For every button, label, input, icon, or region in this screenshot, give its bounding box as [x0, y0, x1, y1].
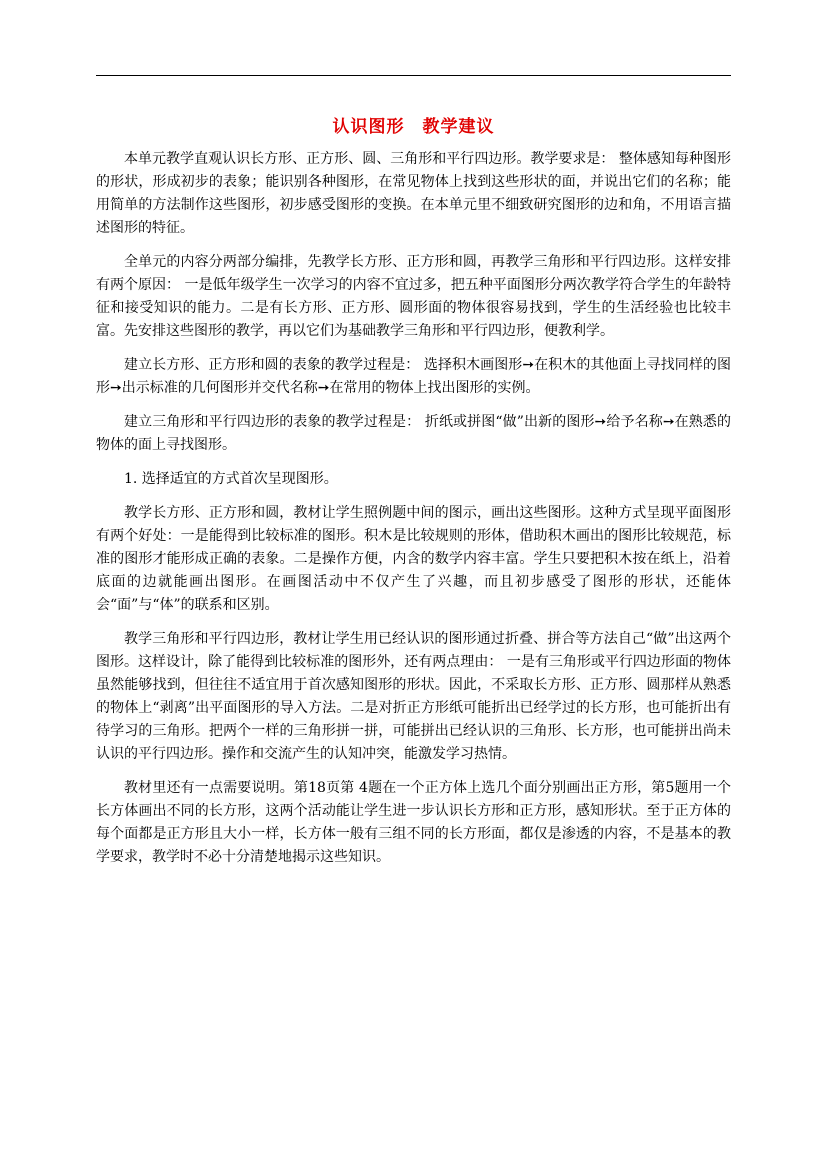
paragraph-intro: 本单元教学直观认识长方形、正方形、圆、三角形和平行四边形。教学要求是： 整体感知每种图形的形状，形成初步的表象；能识别各种图形，在常见物体上找到这些形状的面，并说出它们的名称；能用简单的方法制作这些图形，初步感受图形的变换。在本单元里不细致研究图形的边和角，不用语言描述图形的特征。: [96, 151, 731, 236]
paragraph-note: 教材里还有一点需要说明。第18页第 4题在一个正方体上选几个面分别画出正方形，第5题用一个长方体画出不同的长方形，这两个活动能让学生进一步认识长方形和正方形，感知形状。至于正方体的每个面都是正方形且大小一样，长方体一般有三组不同的长方形面，都仅是渗透的内容，不是基本的教学要求，教学时不必十分清楚地揭示这些知识。: [96, 780, 731, 865]
paragraph-folding: 教学三角形和平行四边形，教材让学生用已经认识的图形通过折叠、拼合等方法自己“做”出这两个图形。这样设计，除了能得到比较标准的图形外，还有两点理由： 一是有三角形或平行四边形面的物体虽然能够找到，但往往不适宜用于首次感知图形的形状。因此，不采取长方形、正方形、圆那样从熟悉的物体上“剥离”出平面图形的导入方法。二是对折正方形纸可能折出已经学过的长方形，也可能折出有待学习的三角形。把两个一样的三角形拼一拼，可能拼出已经认识的三角形、长方形，也可能拼出尚未认识的平行四边形。操作和交流产生的认知冲突，能激发学习热情。: [96, 631, 731, 762]
paragraph-drawing: 教学长方形、正方形和圆，教材让学生照例题中间的图示，画出这些图形。这种方式呈现平面图形有两个好处：一是能得到比较标准的图形。积木是比较规则的形体，借助积木画出的图形比较规范，标准的图形才能形成正确的表象。二是操作方便，内含的数学内容丰富。学生只要把积木按在纸上，沿着底面的边就能画出图形。在画图活动中不仅产生了兴趣，而且初步感受了图形的形状，还能体会“面”与“体”的联系和区别。: [96, 505, 731, 613]
paragraph-process-rect: 建立长方形、正方形和圆的表象的教学过程是： 选择积木画图形➙在积木的其他面上寻找同样的图形➙出示标准的几何图形并交代名称➙在常用的物体上找出图形的实例。: [96, 357, 731, 396]
paragraph-arrangement: 全单元的内容分两部分编排，先教学长方形、正方形和圆，再教学三角形和平行四边形。这样安排有两个原因： 一是低年级学生一次学习的内容不宜过多，把五种平面图形分两次教学符合学生的年龄特征和接受知识的能力。二是有长方形、正方形、圆形面的物体很容易找到，学生的生活经验也比较丰富。先安排这些图形的教学，再以它们为基础教学三角形和平行四边形，便教利学。: [96, 254, 731, 339]
header-rule: [96, 75, 731, 76]
paragraph-heading-1: 1. 选择适宜的方式首次呈现图形。: [124, 471, 338, 487]
paragraph-process-triangle: 建立三角形和平行四边形的表象的教学过程是： 折纸或拼图“做”出新的图形➙给予名称➙在熟悉的物体的面上寻找图形。: [96, 414, 731, 453]
document-title: 认识图形 教学建议: [332, 117, 495, 137]
document-body: [96, 148, 731, 880]
